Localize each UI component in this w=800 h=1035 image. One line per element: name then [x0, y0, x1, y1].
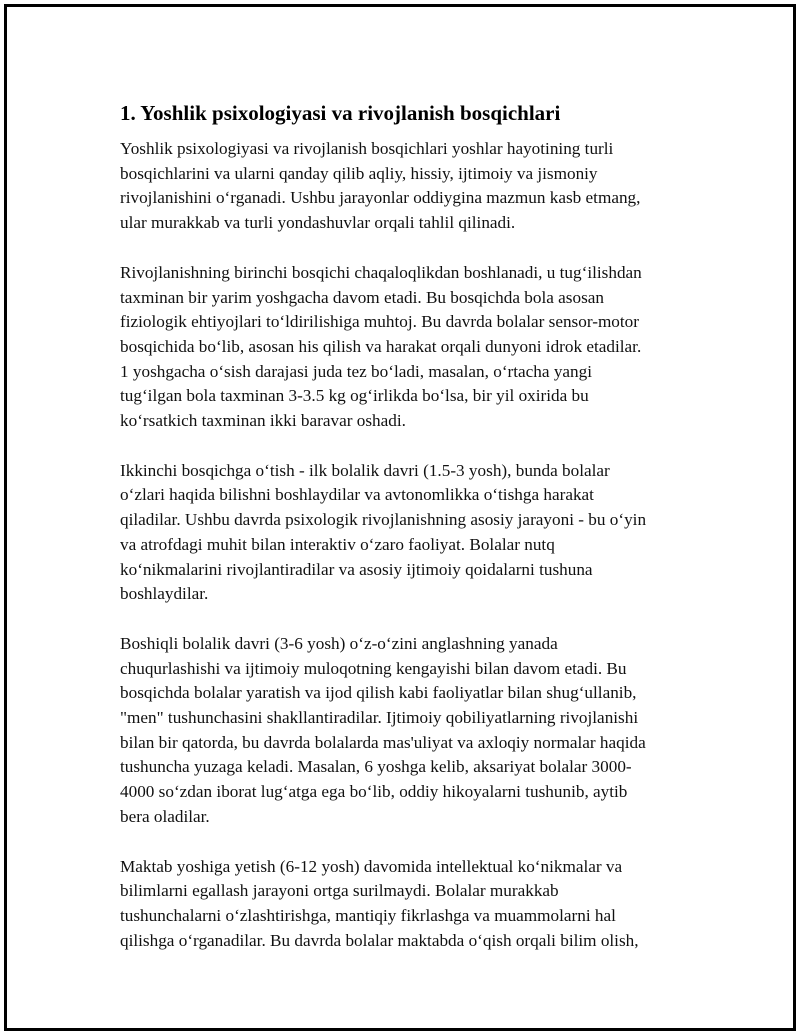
text-line: taxminan bir yarim yoshgacha davom etadi. Bu bosqichda bola asosan	[120, 287, 604, 307]
text-line: bilimlarni egallash jarayoni ortga surilmaydi. Bolalar murakkab	[120, 881, 559, 901]
paragraphs-container	[120, 137, 692, 953]
paragraph	[120, 855, 692, 954]
paragraph	[120, 261, 692, 434]
text-line: bosqichida bo‘lib, asosan his qilish va harakat orqali dunyoni idrok etadilar.	[120, 336, 642, 356]
text-line: ular murakkab va turli yondashuvlar orqali tahlil qilinadi.	[120, 213, 516, 233]
text-line: ko‘rsatkich taxminan ikki baravar oshadi.	[120, 411, 406, 431]
text-line: boshlaydilar.	[120, 584, 209, 604]
text-line: Maktab yoshiga yetish (6-12 yosh) davomida intellektual ko‘nikmalar va	[120, 856, 623, 876]
text-line: tug‘ilgan bola taxminan 3-3.5 kg og‘irlikda bo‘lsa, bir yil oxirida bu	[120, 386, 589, 406]
text-line: va atrofdagi muhit bilan interaktiv o‘zaro faoliyat. Bolalar nutq	[120, 534, 555, 554]
text-line: "men" tushunchasini shakllantiradilar. Ijtimoiy qobiliyatlarning rivojlanishi	[120, 708, 639, 728]
text-line: qiladilar. Ushbu davrda psixologik rivojlanishning asosiy jarayoni - bu o‘yin	[120, 510, 647, 530]
text-line: qilishga o‘rganadilar. Bu davrda bolalar maktabda o‘qish orqali bilim olish,	[120, 930, 639, 950]
page-frame	[4, 4, 796, 1031]
text-line: 4000 so‘zdan iborat lug‘atga ega bo‘lib, oddiy hikoyalarni tushunib, aytib	[120, 782, 628, 802]
text-line: chuqurlashishi va ijtimoiy muloqotning kengayishi bilan davom etadi. Bu	[120, 658, 627, 678]
paragraph	[120, 137, 692, 236]
text-line: rivojlanishini o‘rganadi. Ushbu jarayonlar oddiygina mazmun kasb etmang,	[120, 188, 641, 208]
text-line: tushunchalarni o‘zlashtirishga, mantiqiy fikrlashga va muammolarni hal	[120, 905, 616, 925]
text-line: bosqichda bolalar yaratish va ijod qilish kabi faoliyatlar bilan shug‘ullanib,	[120, 683, 637, 703]
text-line: bilan bir qatorda, bu davrda bolalarda mas'uliyat va axloqiy normalar haqida	[120, 732, 646, 752]
text-line: Boshiqli bolalik davri (3-6 yosh) o‘z-o‘zini anglashning yanada	[120, 633, 558, 653]
paragraph	[120, 459, 692, 607]
text-line: bosqichlarini va ularni qanday qilib aqliy, hissiy, ijtimoiy va jismoniy	[120, 163, 598, 183]
text-line: Ikkinchi bosqichga o‘tish - ilk bolalik davri (1.5-3 yosh), bunda bolalar	[120, 460, 610, 480]
paragraph	[120, 632, 692, 830]
text-line: tushuncha yuzaga keladi. Masalan, 6 yoshga kelib, aksariyat bolalar 3000-	[120, 757, 632, 777]
text-line: ko‘nikmalarini rivojlantiradilar va asosiy ijtimoiy qoidalarni tushuna	[120, 559, 593, 579]
text-line: fiziologik ehtiyojlari to‘ldirilishiga muhtoj. Bu davrda bolalar sensor-motor	[120, 312, 639, 332]
text-line: Yoshlik psixologiyasi va rivojlanish bosqichlari yoshlar hayotining turli	[120, 139, 614, 158]
text-line: o‘zlari haqida bilishni boshlaydilar va avtonomlikka o‘tishga harakat	[120, 485, 594, 505]
section-heading: 1. Yoshlik psixologiyasi va rivojlanish bosqichlari	[120, 101, 561, 125]
document-content	[120, 99, 692, 978]
text-line: 1 yoshgacha o‘sish darajasi juda tez bo‘ladi, masalan, o‘rtacha yangi	[120, 361, 593, 381]
text-line: Rivojlanishning birinchi bosqichi chaqaloqlikdan boshlanadi, u tug‘ilishdan	[120, 262, 642, 282]
text-line: bera oladilar.	[120, 806, 210, 826]
